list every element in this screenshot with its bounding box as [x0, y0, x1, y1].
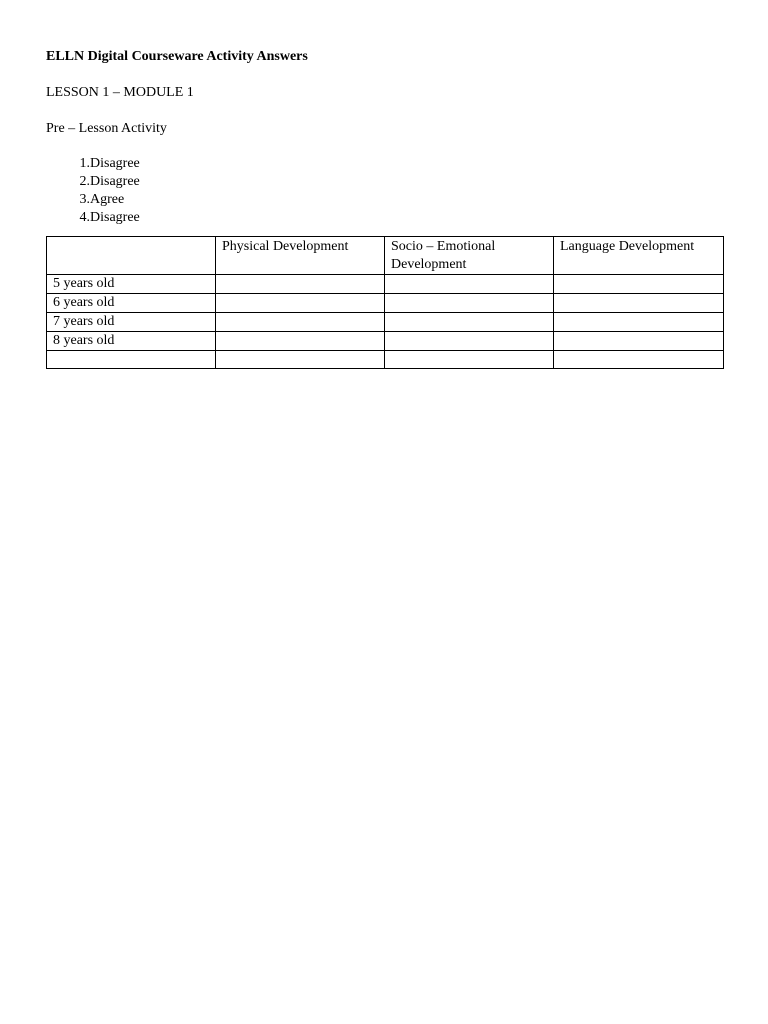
list-item-number: 1.: [79, 156, 90, 171]
table-row: [47, 351, 724, 369]
table-cell: [554, 294, 724, 313]
table-cell: [554, 313, 724, 332]
list-item-text: Disagree: [90, 210, 140, 225]
table-cell: [385, 332, 554, 351]
document-title: ELLN Digital Courseware Activity Answers: [46, 49, 308, 64]
table-cell: [216, 332, 385, 351]
table-cell: 8 years old: [47, 332, 216, 351]
table-cell: [216, 351, 385, 369]
list-item: [46, 155, 723, 173]
development-table: [46, 236, 724, 369]
list-item-number: 4.: [79, 210, 90, 225]
table-row: [47, 275, 724, 294]
table-header-cell: Socio – Emotional Development: [385, 237, 554, 275]
table-header-cell: [47, 237, 216, 275]
table-cell: [554, 332, 724, 351]
table-row: [47, 332, 724, 351]
lesson-heading: LESSON 1 – MODULE 1: [46, 85, 194, 100]
table-header-cell: Language Development: [554, 237, 724, 275]
document-page: [46, 48, 723, 369]
table-header-cell: Physical Development: [216, 237, 385, 275]
list-item-text: Agree: [90, 192, 125, 207]
table-cell: [216, 313, 385, 332]
list-item: [46, 209, 723, 227]
table-cell: [385, 313, 554, 332]
table-cell: [554, 275, 724, 294]
list-item: [46, 173, 723, 191]
table-row: [47, 313, 724, 332]
table-cell: [385, 275, 554, 294]
table-cell: 5 years old: [47, 275, 216, 294]
table-cell: [385, 294, 554, 313]
table-cell: [47, 351, 216, 369]
table-cell: [385, 351, 554, 369]
list-item: [46, 191, 723, 209]
list-item-number: 2.: [79, 174, 90, 189]
table-cell: [554, 351, 724, 369]
activity-heading: Pre – Lesson Activity: [46, 121, 167, 136]
table-cell: [216, 294, 385, 313]
answer-list: [46, 155, 723, 227]
table-row: [47, 294, 724, 313]
list-item-text: Disagree: [90, 156, 140, 171]
table-cell: 6 years old: [47, 294, 216, 313]
table-cell: 7 years old: [47, 313, 216, 332]
table-cell: [216, 275, 385, 294]
list-item-text: Disagree: [90, 174, 140, 189]
list-item-number: 3.: [79, 192, 90, 207]
table-header-row: [47, 237, 724, 275]
